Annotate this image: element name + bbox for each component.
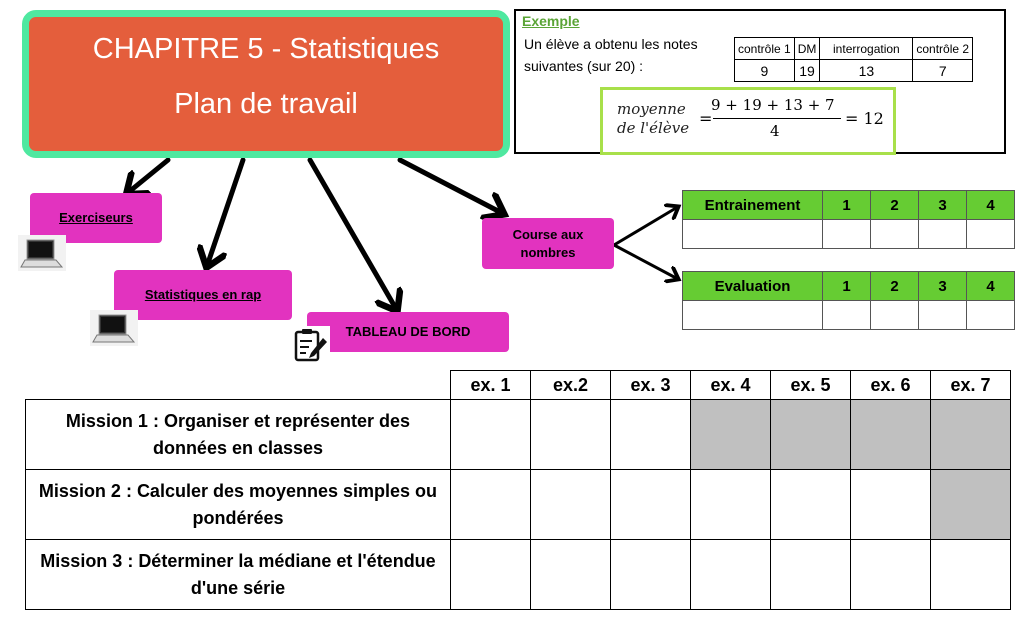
mission-row bbox=[26, 540, 1011, 610]
mission-cell[interactable] bbox=[691, 470, 771, 540]
grade-value: 19 bbox=[794, 60, 820, 82]
level-header: 2 bbox=[871, 272, 919, 301]
course-label: Course aux nombres bbox=[512, 227, 584, 260]
evaluation-cell[interactable] bbox=[871, 301, 919, 330]
arrow-to-stats-rap bbox=[208, 160, 243, 263]
arrow-to-exerciseurs bbox=[130, 160, 168, 191]
grade-header: interrogation bbox=[820, 38, 913, 60]
level-header: 3 bbox=[919, 191, 967, 220]
grade-value: 7 bbox=[913, 60, 973, 82]
mission-cell[interactable] bbox=[771, 400, 851, 470]
entrainement-cell[interactable] bbox=[871, 220, 919, 249]
evaluation-cell[interactable] bbox=[823, 301, 871, 330]
mission-cell[interactable] bbox=[531, 400, 611, 470]
mission-cell[interactable] bbox=[611, 400, 691, 470]
arrow-to-evaluation bbox=[614, 245, 676, 278]
mission-label: Mission 2 : Calculer des moyennes simples ou pondérées bbox=[26, 470, 451, 540]
entrainement-cell[interactable] bbox=[919, 220, 967, 249]
exercise-header: ex. 6 bbox=[851, 371, 931, 400]
exercise-header: ex. 3 bbox=[611, 371, 691, 400]
mission-cell[interactable] bbox=[851, 470, 931, 540]
example-text: Un élève a obtenu les notes suivantes (sur 20) : bbox=[524, 36, 698, 74]
mission-cell[interactable] bbox=[931, 470, 1011, 540]
evaluation-label: Evaluation bbox=[683, 272, 823, 301]
grades-table bbox=[734, 37, 973, 82]
entrainement-cell[interactable] bbox=[823, 220, 871, 249]
entrainement-cell[interactable] bbox=[967, 220, 1015, 249]
level-header: 2 bbox=[871, 191, 919, 220]
evaluation-cell[interactable] bbox=[967, 301, 1015, 330]
level-header: 4 bbox=[967, 272, 1015, 301]
laptop-icon bbox=[18, 235, 66, 271]
formula-lhs-line2: de l'élève bbox=[617, 119, 690, 137]
formula-denominator: 4 bbox=[770, 122, 780, 140]
formula-lhs-line1: moyenne bbox=[617, 100, 686, 118]
entrainement-label: Entrainement bbox=[683, 191, 823, 220]
mission-label: Mission 1 : Organiser et représenter des données en classes bbox=[26, 400, 451, 470]
tableau-de-bord-box[interactable] bbox=[307, 312, 509, 352]
mission-row bbox=[26, 470, 1011, 540]
mission-cell[interactable] bbox=[691, 400, 771, 470]
fraction-bar bbox=[713, 118, 841, 119]
exercise-header: ex. 4 bbox=[691, 371, 771, 400]
example-box bbox=[514, 9, 1006, 154]
mission-cell[interactable] bbox=[691, 540, 771, 610]
grade-value: 9 bbox=[735, 60, 795, 82]
level-header: 1 bbox=[823, 272, 871, 301]
mission-cell[interactable] bbox=[851, 400, 931, 470]
grade-value: 13 bbox=[820, 60, 913, 82]
clipboard-edit-icon bbox=[290, 326, 330, 366]
level-header: 3 bbox=[919, 272, 967, 301]
exercise-header: ex. 5 bbox=[771, 371, 851, 400]
evaluation-cell[interactable] bbox=[919, 301, 967, 330]
level-header: 4 bbox=[967, 191, 1015, 220]
mission-cell[interactable] bbox=[931, 400, 1011, 470]
mission-cell[interactable] bbox=[611, 470, 691, 540]
grade-header: DM bbox=[794, 38, 820, 60]
evaluation-cell[interactable] bbox=[683, 301, 823, 330]
chapter-title-box bbox=[22, 10, 510, 158]
laptop-icon bbox=[90, 310, 138, 346]
grade-header: contrôle 1 bbox=[735, 38, 795, 60]
arrow-to-course bbox=[400, 160, 500, 212]
exerciseurs-label: Exerciseurs bbox=[59, 210, 133, 225]
mission-cell[interactable] bbox=[611, 540, 691, 610]
exercise-header: ex.2 bbox=[531, 371, 611, 400]
formula-lhs bbox=[617, 100, 689, 138]
entrainement-table bbox=[682, 190, 1015, 249]
average-formula bbox=[600, 87, 896, 155]
formula-numerator: 9 + 19 + 13 + 7 bbox=[711, 96, 835, 114]
mission-label: Mission 3 : Déterminer la médiane et l'étendue d'une série bbox=[26, 540, 451, 610]
stats-rap-label: Statistiques en rap bbox=[144, 287, 262, 302]
mission-cell[interactable] bbox=[931, 540, 1011, 610]
corner-cell bbox=[26, 371, 451, 400]
evaluation-table bbox=[682, 271, 1015, 330]
exercise-header: ex. 7 bbox=[931, 371, 1011, 400]
mission-cell[interactable] bbox=[851, 540, 931, 610]
mission-cell[interactable] bbox=[531, 540, 611, 610]
chapter-subtitle: Plan de travail bbox=[174, 88, 358, 120]
level-header: 1 bbox=[823, 191, 871, 220]
formula-result: = 12 bbox=[845, 109, 884, 128]
formula-equals: = bbox=[699, 109, 713, 128]
grade-header: contrôle 2 bbox=[913, 38, 973, 60]
mission-cell[interactable] bbox=[771, 470, 851, 540]
example-label: Exemple bbox=[522, 13, 580, 29]
tableau-label: TABLEAU DE BORD bbox=[345, 324, 471, 339]
exercise-header: ex. 1 bbox=[451, 371, 531, 400]
arrow-to-tableau bbox=[310, 160, 395, 307]
statistiques-en-rap-link[interactable] bbox=[114, 270, 292, 320]
mission-cell[interactable] bbox=[451, 400, 531, 470]
mission-cell[interactable] bbox=[771, 540, 851, 610]
entrainement-cell[interactable] bbox=[683, 220, 823, 249]
course-aux-nombres-box[interactable] bbox=[482, 218, 614, 269]
mission-cell[interactable] bbox=[531, 470, 611, 540]
mission-cell[interactable] bbox=[451, 540, 531, 610]
chapter-title: CHAPITRE 5 - Statistiques bbox=[92, 33, 440, 65]
mission-row bbox=[26, 400, 1011, 470]
arrow-to-entrainement bbox=[614, 208, 676, 245]
mission-cell[interactable] bbox=[451, 470, 531, 540]
missions-table bbox=[25, 370, 1011, 610]
